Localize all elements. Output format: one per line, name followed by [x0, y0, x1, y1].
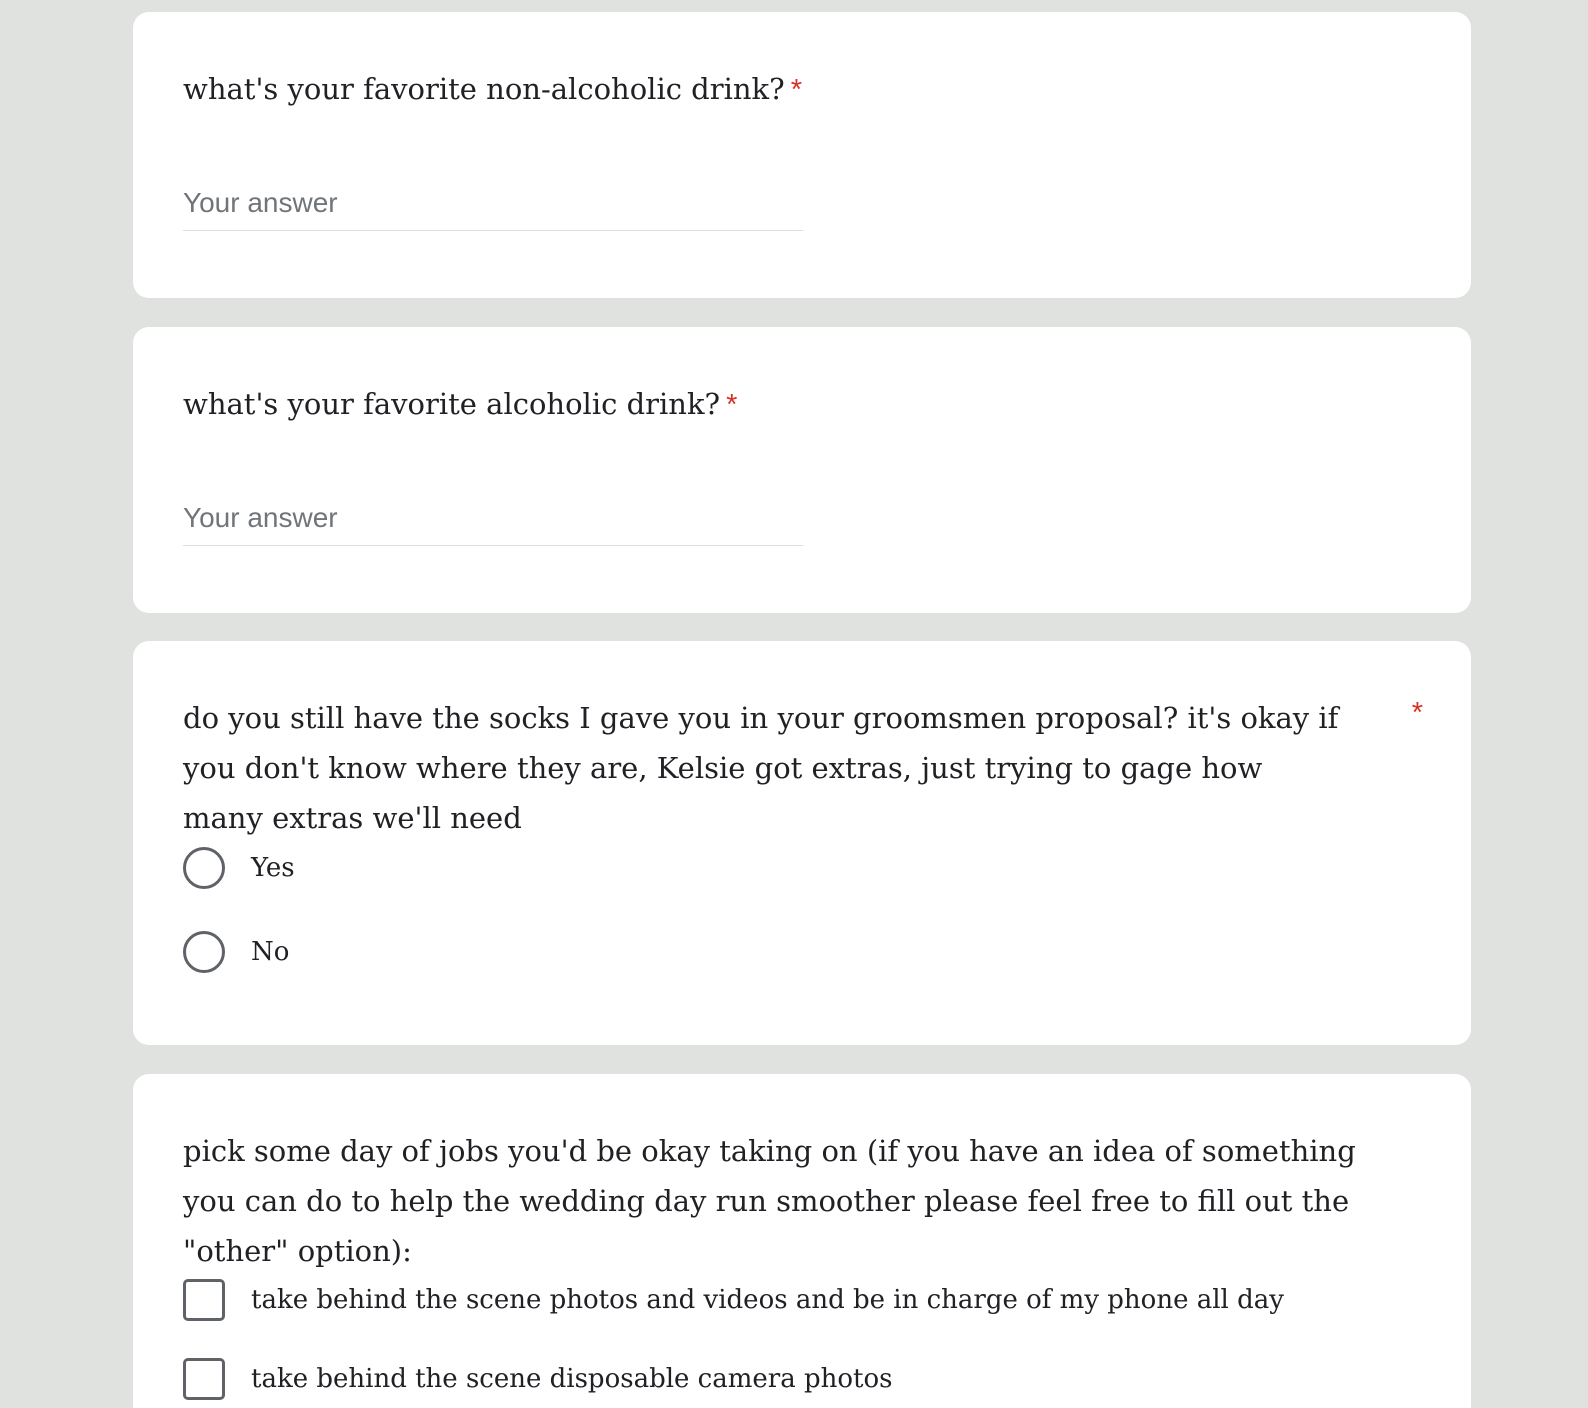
radio-option-label: Yes [251, 853, 295, 883]
radio-button[interactable] [183, 931, 225, 973]
question-card-socks [133, 641, 1471, 1045]
required-asterisk: * [726, 389, 738, 421]
checkbox[interactable] [183, 1358, 225, 1400]
checkbox-option-label: take behind the scene photos and videos and be in charge of my phone all day [251, 1285, 1284, 1315]
question-title [183, 64, 802, 115]
radio-option-no[interactable] [183, 931, 289, 973]
radio-option-yes[interactable] [183, 847, 295, 889]
alcoholic-drink-input[interactable] [183, 490, 803, 546]
non-alcoholic-drink-input[interactable] [183, 175, 803, 231]
question-label: what's your favorite alcoholic drink? [183, 387, 721, 421]
checkbox[interactable] [183, 1279, 225, 1321]
checkbox-option-disposable-camera[interactable] [183, 1358, 892, 1400]
question-title [183, 379, 737, 430]
question-label: what's your favorite non-alcoholic drink? [183, 72, 785, 106]
question-label: pick some day of jobs you'd be okay taking on (if you have an idea of something you can do to help the wedding day run smoother please feel free to fill out the "other" option): [183, 1134, 1356, 1268]
question-card-non-alcoholic-drink [133, 12, 1471, 298]
radio-option-label: No [251, 937, 290, 967]
radio-button[interactable] [183, 847, 225, 889]
checkbox-option-phone-photos[interactable] [183, 1279, 1284, 1321]
required-asterisk: * [1411, 697, 1423, 729]
question-label: do you still have the socks I gave you in your groomsmen proposal? it's okay if you don't know where they are, Kelsie got extras, just trying to gage how many extras we'll need [183, 701, 1339, 835]
checkbox-option-label: take behind the scene disposable camera photos [251, 1364, 893, 1394]
question-card-alcoholic-drink [133, 327, 1471, 613]
required-asterisk: * [790, 74, 802, 106]
question-card-day-of-jobs [133, 1074, 1471, 1408]
